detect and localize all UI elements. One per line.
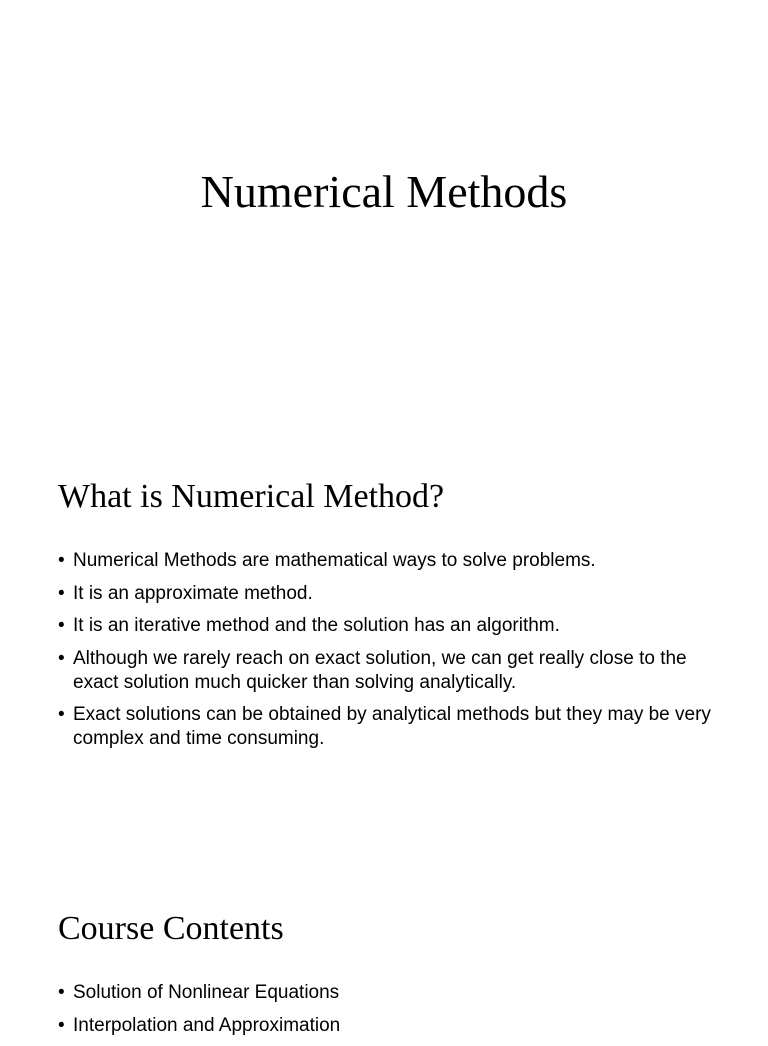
bullet-item: • It is an iterative method and the solution has an algorithm. bbox=[58, 614, 728, 638]
bullet-item: • It is an approximate method. bbox=[58, 582, 728, 606]
bullet-list bbox=[58, 549, 728, 751]
bullet-item: • Interpolation and Approximation bbox=[58, 1014, 728, 1038]
bullet-item: • Exact solutions can be obtained by analytical methods but they may be very complex and time consuming. bbox=[58, 703, 728, 751]
bullet-item: • Numerical Methods are mathematical ways to solve problems. bbox=[58, 549, 728, 573]
bullet-list bbox=[58, 981, 728, 1038]
bullet-item: • Although we rarely reach on exact solution, we can get really close to the exact solution much quicker than solving analytically. bbox=[58, 647, 728, 695]
section-what-is-numerical-method bbox=[58, 477, 728, 760]
slide-title: Numerical Methods bbox=[200, 166, 568, 217]
bullet-item: • Solution of Nonlinear Equations bbox=[58, 981, 728, 1005]
section-heading: Course Contents bbox=[58, 910, 284, 947]
section-course-contents bbox=[58, 909, 728, 1046]
section-heading: What is Numerical Method? bbox=[58, 478, 445, 515]
